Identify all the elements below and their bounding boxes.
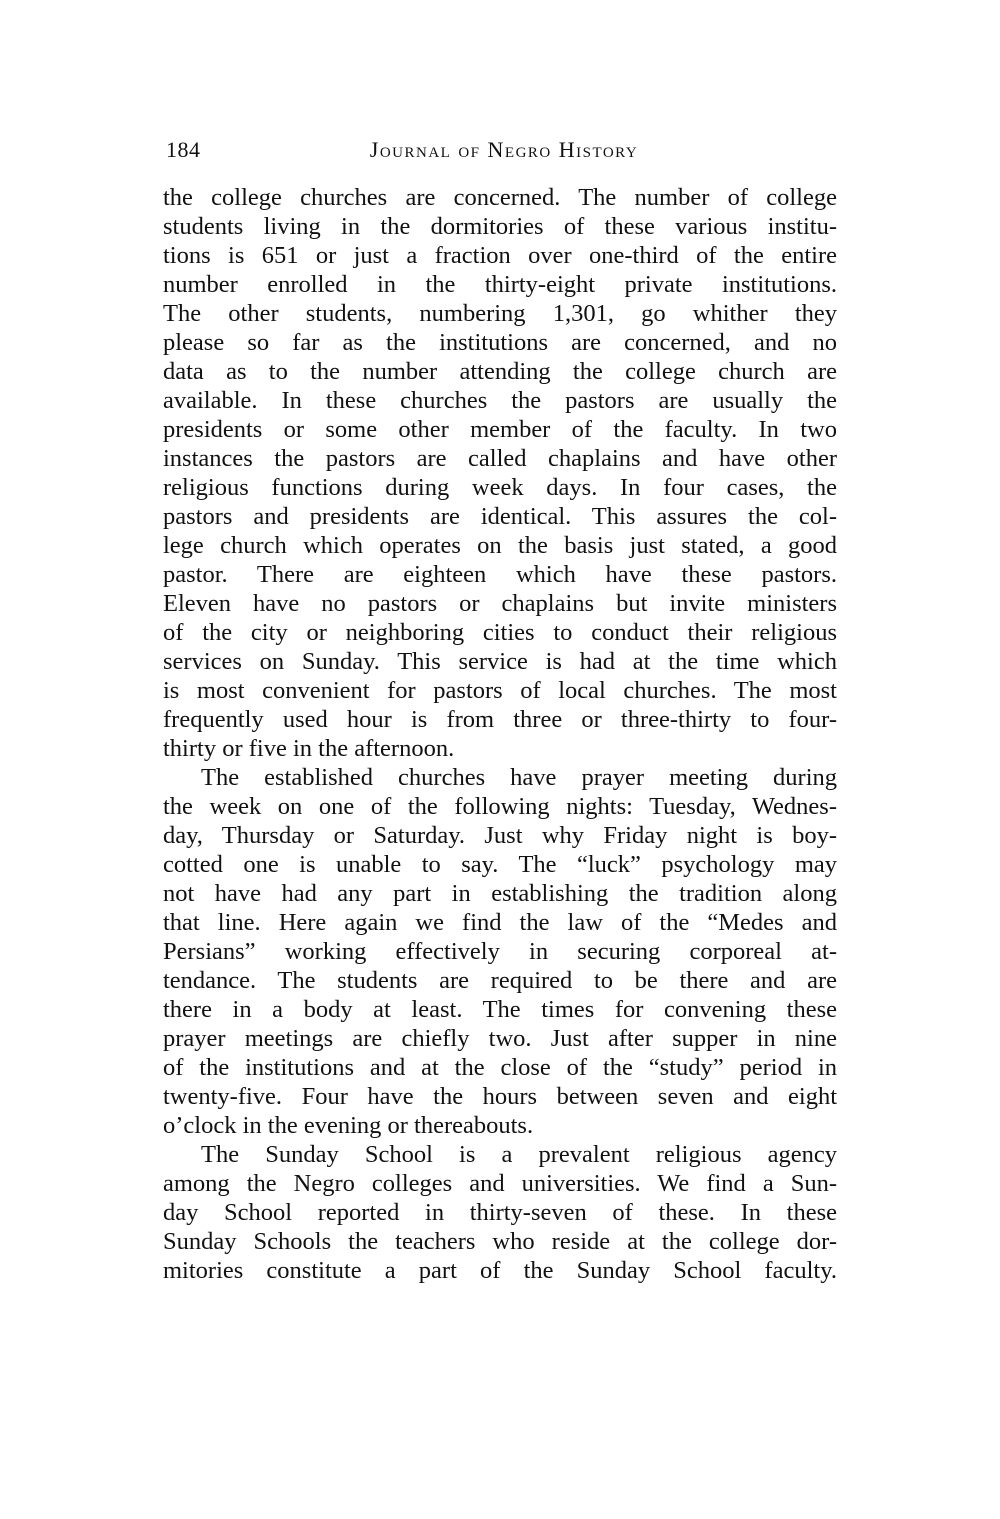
text-line: of the institutions and at the close of the “study” period in bbox=[163, 1054, 837, 1081]
text-line: that line. Here again we find the law of the “Medes and bbox=[163, 909, 837, 936]
text-line: Sunday Schools the teachers who reside at the college dor- bbox=[163, 1228, 837, 1255]
text-line: services on Sunday. This service is had at the time which bbox=[163, 648, 837, 675]
text-line: Eleven have no pastors or chaplains but invite ministers bbox=[163, 590, 837, 617]
text-line: there in a body at least. The times for convening these bbox=[163, 996, 837, 1023]
text-line: religious functions during week days. In four cases, the bbox=[163, 474, 837, 501]
text-line: available. In these churches the pastors are usually the bbox=[163, 387, 837, 414]
paragraph-3 bbox=[163, 1140, 837, 1285]
text-line: prayer meetings are chiefly two. Just after supper in nine bbox=[163, 1025, 837, 1052]
text-line: frequently used hour is from three or three-thirty to four- bbox=[163, 706, 837, 733]
text-line: instances the pastors are called chaplains and have other bbox=[163, 445, 837, 472]
text-line: the college churches are concerned. The number of college bbox=[163, 184, 837, 211]
text-line: please so far as the institutions are concerned, and no bbox=[163, 329, 837, 356]
text-line: lege church which operates on the basis just stated, a good bbox=[163, 532, 837, 559]
text-line: cotted one is unable to say. The “luck” psychology may bbox=[163, 851, 837, 878]
text-line: pastor. There are eighteen which have these pastors. bbox=[163, 561, 837, 588]
text-line: pastors and presidents are identical. This assures the col- bbox=[163, 503, 837, 530]
text-line: students living in the dormitories of these various institu- bbox=[163, 213, 837, 240]
text-line: The Sunday School is a prevalent religious agency bbox=[201, 1141, 837, 1168]
text-line: of the city or neighboring cities to conduct their religious bbox=[163, 619, 837, 646]
text-line: The established churches have prayer meeting during bbox=[201, 764, 837, 791]
text-line: among the Negro colleges and universities. We find a Sun- bbox=[163, 1170, 837, 1197]
text-line: o’clock in the evening or thereabouts. bbox=[163, 1112, 534, 1139]
text-line: data as to the number attending the college church are bbox=[163, 358, 837, 385]
text-line: the week on one of the following nights: Tuesday, Wednes- bbox=[163, 793, 837, 820]
text-line: tendance. The students are required to be there and are bbox=[163, 967, 837, 994]
text-line: mitories constitute a part of the Sunday School faculty. bbox=[163, 1257, 837, 1284]
text-line: tions is 651 or just a fraction over one-third of the entire bbox=[163, 242, 837, 269]
text-line: number enrolled in the thirty-eight private institutions. bbox=[163, 271, 837, 298]
text-line: day, Thursday or Saturday. Just why Friday night is boy- bbox=[163, 822, 837, 849]
paragraph-2 bbox=[163, 763, 837, 1140]
text-line: not have had any part in establishing the tradition along bbox=[163, 880, 837, 907]
text-line: is most convenient for pastors of local churches. The most bbox=[163, 677, 837, 704]
text-line: presidents or some other member of the faculty. In two bbox=[163, 416, 837, 443]
text-line: twenty-five. Four have the hours between seven and eight bbox=[163, 1083, 837, 1110]
text-line: The other students, numbering 1,301, go whither they bbox=[163, 300, 837, 327]
running-head bbox=[166, 136, 836, 164]
page-number: 184 bbox=[166, 137, 201, 162]
body-text bbox=[163, 183, 837, 1285]
text-line: thirty or five in the afternoon. bbox=[163, 735, 455, 762]
text-line: Persians” working effectively in securing corporeal at- bbox=[163, 938, 837, 965]
journal-title: Journal of Negro History bbox=[369, 137, 639, 162]
text-line: day School reported in thirty-seven of these. In these bbox=[163, 1199, 837, 1226]
paragraph-1 bbox=[163, 183, 837, 763]
